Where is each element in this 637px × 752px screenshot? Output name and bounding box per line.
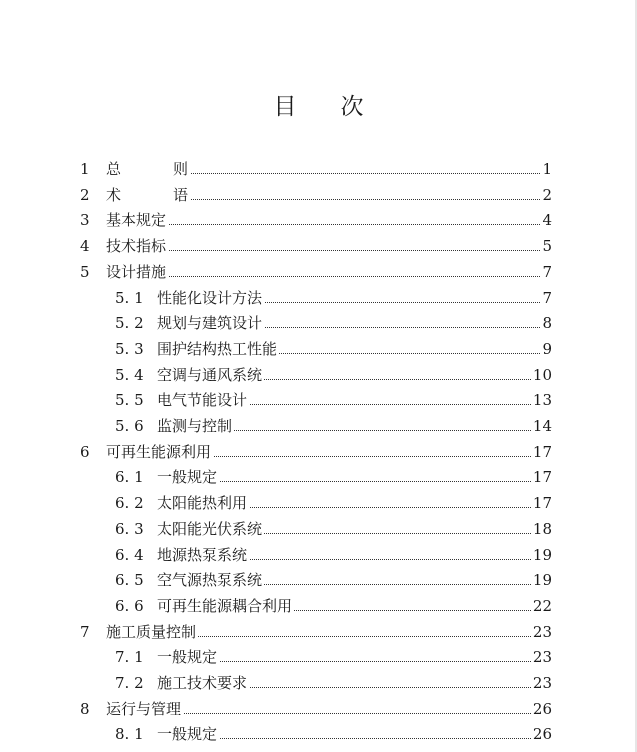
toc-entry[interactable] (0, 544, 637, 566)
toc-entry[interactable] (0, 621, 637, 643)
page-title (0, 88, 637, 121)
toc-entry[interactable] (0, 595, 637, 617)
toc-entry-page: 7 (542, 262, 552, 281)
toc-entry[interactable] (0, 415, 637, 437)
toc-entry-title: 基本规定 (106, 211, 167, 230)
toc-leader-dots (106, 274, 540, 277)
toc-entry-page: 19 (532, 571, 552, 590)
toc-entry-page: 2 (542, 185, 552, 204)
toc-entry-page: 17 (532, 494, 552, 513)
toc-entry-number: 5. 1 (115, 288, 144, 307)
toc-entry-number: 7 (80, 622, 90, 641)
toc-entry-page: 17 (532, 468, 552, 487)
toc-entry-title: 围护结构热工性能 (157, 339, 278, 358)
toc-entry-title: 一般规定 (157, 468, 218, 487)
toc-entry[interactable] (0, 158, 637, 180)
toc-entry-number: 5. 4 (115, 365, 144, 384)
toc-leader-dots (106, 222, 540, 225)
toc-entry-page: 22 (532, 596, 552, 615)
toc-entry-number: 6. 3 (115, 519, 144, 538)
toc-entry-title: 地源热泵系统 (157, 545, 248, 564)
toc-entry[interactable] (0, 672, 637, 694)
toc-entry-page: 17 (532, 442, 552, 461)
toc-entry-number: 8 (80, 699, 90, 718)
toc-entry[interactable] (0, 646, 637, 668)
toc-entry-title-part: 总 (106, 160, 122, 178)
toc-entry[interactable] (0, 338, 637, 360)
toc-entry-title: 太阳能光伏系统 (157, 519, 263, 538)
toc-entry-number: 2 (80, 185, 90, 204)
toc-entry-title: 技术指标 (106, 237, 167, 256)
toc-entry-number: 7. 1 (115, 648, 144, 667)
toc-entry-title: 可再生能源耦合利用 (157, 596, 293, 615)
toc-entry-title: 施工质量控制 (106, 622, 197, 641)
toc-entry[interactable] (0, 261, 637, 283)
toc-entry-page: 23 (532, 648, 552, 667)
toc-entry-title-part: 语 (173, 185, 189, 204)
toc-entry[interactable] (0, 466, 637, 488)
toc-entry-number: 5. 2 (115, 314, 144, 333)
toc-leader-dots (106, 248, 540, 251)
toc-entry-number: 6. 6 (115, 596, 144, 615)
toc-entry-page: 23 (532, 622, 552, 641)
toc-entry-number: 1 (80, 160, 90, 178)
toc-entry-number: 4 (80, 237, 90, 256)
toc-entry[interactable] (0, 569, 637, 591)
toc-entry[interactable] (0, 698, 637, 720)
toc-entry-page: 18 (532, 519, 552, 538)
toc-entry-number: 3 (80, 211, 90, 230)
toc-entry[interactable] (0, 312, 637, 334)
toc-entry-page: 26 (532, 725, 552, 744)
toc-entry[interactable] (0, 235, 637, 257)
toc-entry[interactable] (0, 441, 637, 463)
toc-entry-page: 13 (532, 391, 552, 410)
toc-entry-number: 6. 4 (115, 545, 144, 564)
toc-entry-page: 26 (532, 699, 552, 718)
toc-entry-page: 19 (532, 545, 552, 564)
toc-entry-page: 23 (532, 674, 552, 692)
toc-entry-title: 电气节能设计 (157, 391, 248, 410)
toc-entry-title: 太阳能热利用 (157, 494, 248, 513)
toc-entry-title (106, 158, 190, 180)
toc-entry-title: 施工技术要求 (157, 674, 248, 692)
toc-entry-page: 7 (542, 288, 552, 307)
toc-entry-number: 8. 1 (115, 725, 144, 744)
toc-entry-title: 空气源热泵系统 (157, 571, 263, 590)
toc-entry-page: 9 (542, 339, 552, 358)
toc-entry[interactable] (0, 492, 637, 514)
toc-entry-title: 运行与管理 (106, 699, 182, 718)
toc-entry-number: 5. 3 (115, 339, 144, 358)
toc-entry[interactable] (0, 364, 637, 386)
title-char-1: 目 (273, 94, 297, 120)
toc-entry-number: 6 (80, 442, 90, 461)
toc-entry-title: 设计措施 (106, 262, 167, 281)
toc-entry-title: 性能化设计方法 (157, 288, 263, 307)
toc-entry-page: 1 (542, 160, 552, 178)
toc-entry[interactable] (0, 723, 637, 745)
toc-entry-title: 空调与通风系统 (157, 365, 263, 384)
toc-entry-title: 规划与建筑设计 (157, 314, 263, 333)
toc-entry[interactable] (0, 518, 637, 540)
toc-entry[interactable] (0, 209, 637, 231)
toc-entry-page: 14 (532, 417, 552, 435)
toc-entry-number: 7. 2 (115, 674, 144, 692)
toc-entry-number: 6. 1 (115, 468, 144, 487)
toc-entry-title: 可再生能源利用 (106, 442, 212, 461)
toc-entry-title: 一般规定 (157, 648, 218, 667)
toc-entry-title-part: 则 (173, 160, 189, 178)
toc-entry-title: 一般规定 (157, 725, 218, 744)
toc-entry-page: 5 (542, 237, 552, 256)
toc-entry-page: 8 (542, 314, 552, 333)
toc-entry[interactable] (0, 184, 637, 206)
toc-entry[interactable] (0, 287, 637, 309)
toc-entry-title: 监测与控制 (157, 417, 233, 435)
toc-entry-page: 10 (532, 365, 552, 384)
toc-entry[interactable] (0, 389, 637, 411)
toc-entry-number: 6. 2 (115, 494, 144, 513)
toc-entry-number: 5. 6 (115, 417, 144, 435)
toc-entry-number: 5. 5 (115, 391, 144, 410)
title-char-2: 次 (340, 94, 364, 120)
toc-entry-number: 5 (80, 262, 90, 281)
toc-entry-title-part: 术 (106, 185, 122, 204)
toc-entry-number: 6. 5 (115, 571, 144, 590)
toc-entry-page: 4 (542, 211, 552, 230)
toc-entry-title (106, 184, 190, 206)
